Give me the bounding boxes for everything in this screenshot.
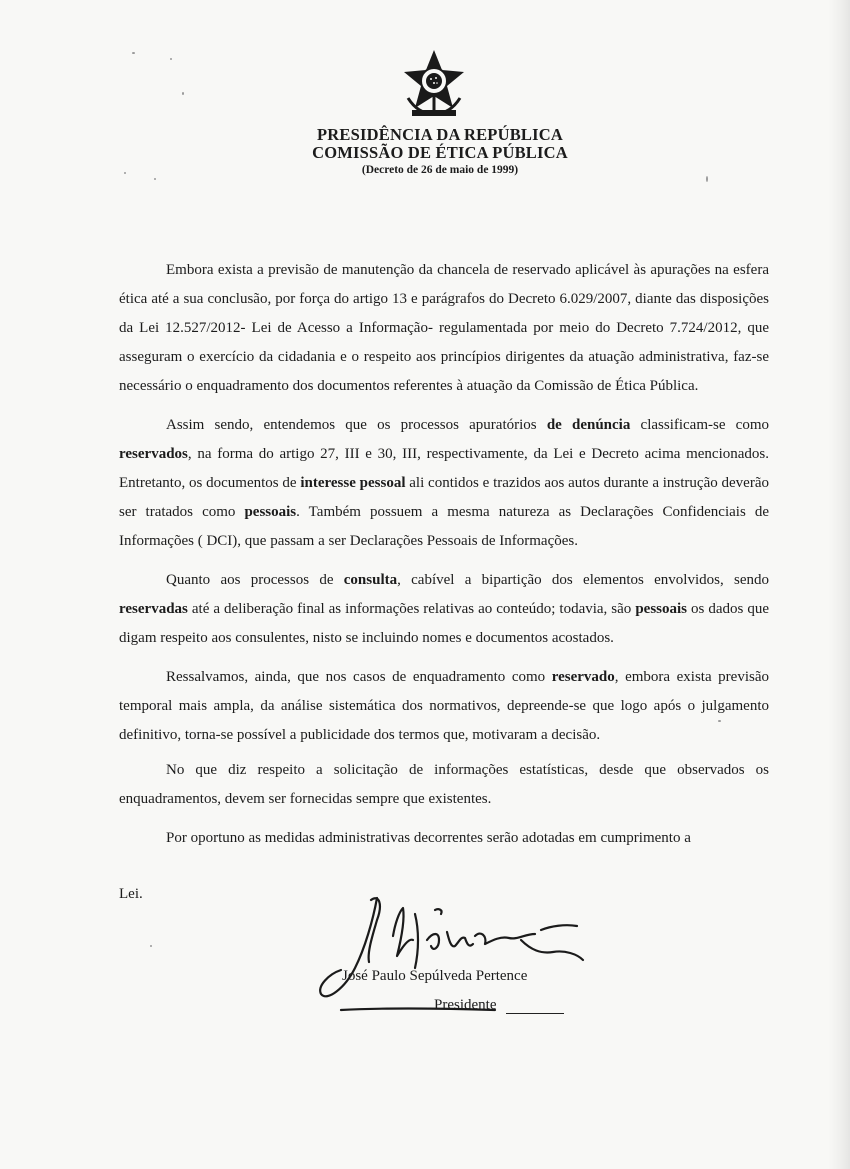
text-span: . Também possuem a mesma natureza as Declarações Confidenciais de Informações ( DCI), que passam a ser Declarações Pessoais de Informações. <box>119 504 769 549</box>
paragraph-6: Por oportuno as medidas administrativas decorrentes serão adotadas em cumprimento a <box>166 830 691 846</box>
paragraph-1: Embora exista a previsão de manutenção da chancela de reservado aplicável às apurações na esfera ética até a sua conclusão, por força do artigo 13 e parágrafos do Decreto 6.029/2007, diante das disposições da Lei 12.527/2012- Lei de Acesso a Informação- regulamentada por meio do Decreto 7.724/2012, que asseguram o exercício da cidadania e o respeito aos princípios dirigentes da atuação administrativa, faz-se necessário o enquadramento dos documentos referentes à atuação da Comissão de Ética Pública. <box>119 262 769 394</box>
paragraph-5: No que diz respeito a solicitação de informações estatísticas, desde que observados os enquadramentos, devem ser fornecidas sempre que existentes. <box>119 762 769 807</box>
bold-span: de denúncia <box>546 417 631 433</box>
text-span: classificam-se como <box>630 417 770 433</box>
scan-speck <box>132 52 135 54</box>
document-header <box>0 126 850 177</box>
scan-speck <box>154 178 156 180</box>
bold-span: pessoais <box>244 504 297 520</box>
signature-line <box>506 1013 564 1014</box>
text-span: , na forma do artigo 27, III e 30, III, respectivamente, da Lei e Decreto acima mencionados. Entretanto, os documentos de <box>119 446 769 491</box>
text-span: até a deliberação final as informações relativas ao conteúdo; todavia, são <box>187 601 636 617</box>
scan-speck <box>170 58 172 60</box>
text-span: ali contidos e trazidos aos autos durante a instrução deverão ser tratados como <box>119 475 769 520</box>
paragraph-4 <box>119 663 769 750</box>
text-span: Quanto aos processos de <box>166 572 344 588</box>
bold-span: pessoais <box>635 601 687 617</box>
bold-span: reservados <box>119 446 188 462</box>
bold-span: consulta <box>343 572 398 588</box>
signatory-role: Presidente <box>434 997 497 1013</box>
text-span: , embora exista previsão temporal mais ampla, da análise sistemática dos normativos, depreende-se que logo após o julgamento definitivo, torna-se possível a publicidade dos termos que, motivaram a decisão. <box>119 669 769 743</box>
text-span: Ressalvamos, ainda, que nos casos de enquadramento como <box>166 669 552 685</box>
paragraph-2 <box>119 411 769 556</box>
signatory-name: José Paulo Sepúlveda Pertence <box>342 968 528 984</box>
bold-span: reservado <box>551 669 615 685</box>
bold-span: interesse pessoal <box>300 475 406 491</box>
header-line-presidencia: PRESIDÊNCIA DA REPÚBLICA <box>317 125 563 144</box>
header-line-decreto: (Decreto de 26 de maio de 1999) <box>361 164 519 177</box>
text-span: Assim sendo, entendemos que os processos apuratórios <box>166 417 547 433</box>
paragraph-6-end: Lei. <box>119 886 143 902</box>
paragraph-3 <box>119 566 769 653</box>
text-span: os dados que digam respeito aos consulentes, nisto se incluindo nomes e documentos acostados. <box>119 601 769 646</box>
bold-span: reservadas <box>119 601 188 617</box>
scan-speck <box>182 92 184 95</box>
coat-of-arms-icon <box>398 48 470 120</box>
header-line-comissao: COMISSÃO DE ÉTICA PÚBLICA <box>312 143 568 163</box>
document-body <box>119 256 769 863</box>
scan-speck <box>150 945 152 947</box>
text-span: , cabível a bipartição dos elementos envolvidos, sendo <box>397 572 769 588</box>
